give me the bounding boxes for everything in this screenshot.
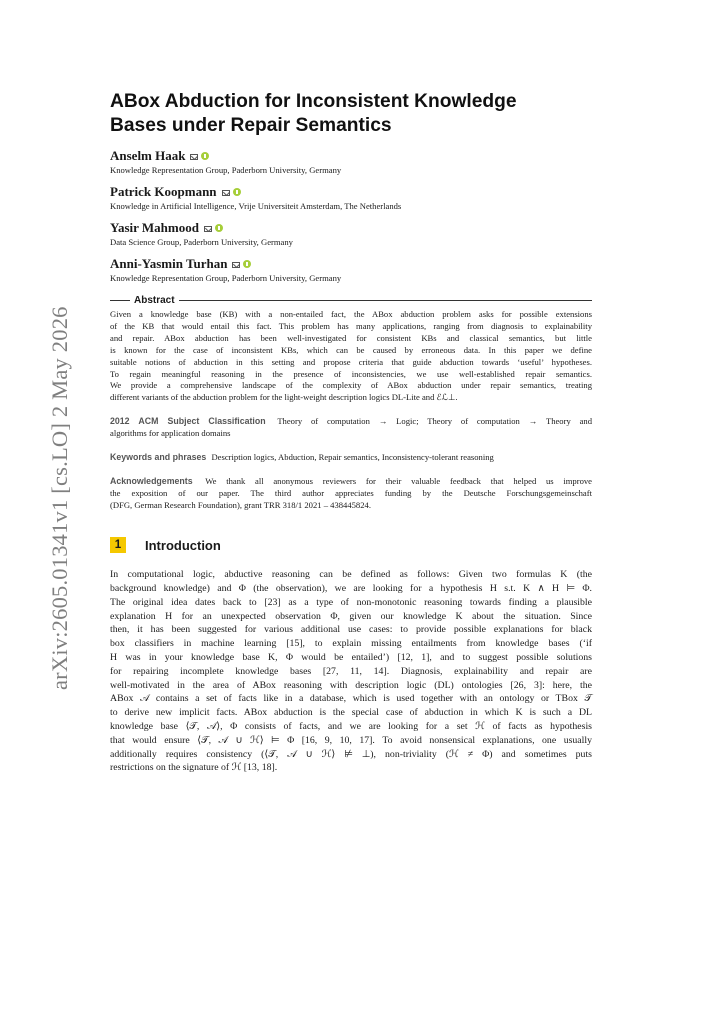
- acm-text: algorithms for application domains: [110, 428, 231, 439]
- abstract-line: To regain meaningful reasoning in the presence of inconsistencies, we use well-established repair semantics.: [110, 368, 592, 379]
- intro-line: explanation H for an unexpected observation Φ, given our knowledge K about the situation. Since: [110, 610, 592, 622]
- acknowledgements-text: the exposition of our paper. The third author appreciates funding by the Deutsche Forschungsgemeinschaft: [110, 488, 592, 499]
- intro-line: knowledge base ⟨𝒯, 𝒜⟩, Φ consists of facts, and we are looking for a set ℋ of facts as hypothesis: [110, 721, 592, 733]
- abstract-line: and repair. ABox abduction has been well-investigated for consistent KBs and classical semantics, but little: [110, 332, 592, 343]
- orcid-icon[interactable]: [215, 224, 223, 232]
- author-name: Patrick Koopmann: [110, 184, 217, 199]
- abstract-line: We provide a comprehensive landscape of the complexity of ABox abduction under repair semantics, treating: [110, 380, 592, 391]
- author-name: Anni-Yasmin Turhan: [110, 256, 228, 271]
- abstract-line: Given a knowledge base (KB) with a non-entailed fact, the ABox abduction problem asks for possible extensions: [110, 309, 592, 319]
- abstract-rule: [110, 300, 130, 301]
- author-name: Anselm Haak: [110, 148, 186, 163]
- intro-line: then, it has been suggested for various additional use cases: to provide possible explanations for black: [110, 624, 592, 636]
- author-block: [110, 147, 592, 176]
- abstract-heading: [110, 294, 592, 306]
- author-list: [110, 147, 592, 284]
- acknowledgements-text: We thank all anonymous reviewers for their valuable feedback that helped us improve: [205, 476, 593, 487]
- section-number: 1: [110, 537, 126, 553]
- abstract-line: different variants of the abduction problem for the light-weight description logics DL-Lite and ℰℒ⊥.: [110, 392, 458, 403]
- author-affiliation: Knowledge Representation Group, Paderborn University, Germany: [110, 165, 342, 175]
- email-icon[interactable]: [190, 154, 198, 160]
- abstract-line: is known for the case of inconsistent KBs, which can be caused by erroneous data. In this paper we define: [110, 344, 592, 355]
- abstract-line: of the KB that would entail this fact. This problem has many applications, ranging from diagnosis to explainability: [110, 320, 592, 331]
- author-affiliation: Knowledge Representation Group, Paderborn University, Germany: [110, 273, 342, 283]
- author-block: [110, 255, 592, 284]
- intro-line: box classifiers in machine learning [15], to explain missing entailments from knowledge bases (‘if: [110, 638, 592, 650]
- arxiv-identifier: arXiv:2605.01341v1 [cs.LO] 2 May 2026: [47, 306, 72, 690]
- abstract-rule: [179, 300, 592, 301]
- title-line: ABox Abduction for Inconsistent Knowledge: [110, 91, 517, 112]
- intro-line: The original idea dates back to [23] as a type of non-monotonic reasoning towards finding a plausible: [110, 596, 592, 608]
- orcid-icon[interactable]: [243, 260, 251, 268]
- keywords-text: Description logics, Abduction, Repair semantics, Inconsistency-tolerant reasoning: [211, 452, 494, 463]
- intro-line: well-motivated in the area of ABox reasoning with description logic (DL) ontologies [26, 3]: here, the: [110, 679, 592, 691]
- intro-line: H was in your knowledge base K, Φ would be entailed’) [12, 1], and to suggest possible solutions: [110, 652, 592, 664]
- author-block: [110, 183, 592, 212]
- abstract-line: suitable notions of abduction in this setting and propose criteria that guide abduction towards ‘useful’ hypotheses.: [110, 356, 592, 367]
- acm-classification: [110, 415, 592, 439]
- intro-line: for repairing incomplete knowledge bases [27, 11, 14]. Diagnosis, explainability and repair are: [110, 665, 592, 677]
- author-name: Yasir Mahmood: [110, 220, 199, 235]
- acknowledgements-text: (DFG, German Research Foundation), grant TRR 318/1 2021 – 438445824.: [110, 500, 371, 511]
- keywords: [110, 451, 592, 463]
- acknowledgements-heading: Acknowledgements: [110, 476, 193, 487]
- acm-heading: 2012 ACM Subject Classification: [110, 416, 266, 427]
- introduction-text: [110, 568, 592, 775]
- orcid-icon[interactable]: [201, 152, 209, 160]
- section-heading: [110, 537, 592, 553]
- intro-line: background knowledge) and Φ (the observation), we are looking for a hypothesis H s.t. K ∧ H ⊨ Φ.: [110, 583, 592, 595]
- intro-line: that would ensure ⟨𝒯, 𝒜 ∪ ℋ⟩ ⊨ Φ [16, 9, 10, 17]. To avoid nonsensical explanations, one usually: [110, 734, 592, 746]
- intro-line: additionally requires consistency (⟨𝒯, 𝒜 ∪ ℋ⟩ ⊭ ⊥), non-triviality (ℋ ≠ Φ) and sometimes puts: [110, 748, 592, 760]
- paper-page: [110, 90, 592, 775]
- intro-line: to derive new implicit facts. ABox abduction is the special case of abduction in which K is such a DL: [110, 707, 592, 719]
- orcid-icon[interactable]: [233, 188, 241, 196]
- email-icon[interactable]: [222, 190, 230, 196]
- abstract-text: [110, 309, 592, 404]
- paper-title: [110, 90, 592, 138]
- abstract-heading-label: Abstract: [134, 294, 175, 306]
- author-affiliation: Knowledge in Artificial Intelligence, Vrije Universiteit Amsterdam, The Netherlands: [110, 201, 402, 211]
- acknowledgements: [110, 475, 592, 511]
- acm-text: Theory of computation → Logic; Theory of computation → Theory and: [277, 416, 592, 427]
- title-line: Bases under Repair Semantics: [110, 115, 392, 136]
- section-title: Introduction: [145, 537, 221, 553]
- author-affiliation: Data Science Group, Paderborn University, Germany: [110, 237, 293, 247]
- keywords-heading: Keywords and phrases: [110, 452, 207, 463]
- email-icon[interactable]: [204, 226, 212, 232]
- intro-line: In computational logic, abductive reasoning can be defined as follows: Given two formulas K (the: [110, 569, 592, 581]
- email-icon[interactable]: [232, 262, 240, 268]
- intro-line: ABox 𝒜 contains a set of facts like in a database, which is used together with an ontology or TBox 𝒯: [110, 693, 592, 705]
- intro-line: restrictions on the signature of ℋ [13, 18].: [110, 762, 278, 774]
- author-block: [110, 219, 592, 248]
